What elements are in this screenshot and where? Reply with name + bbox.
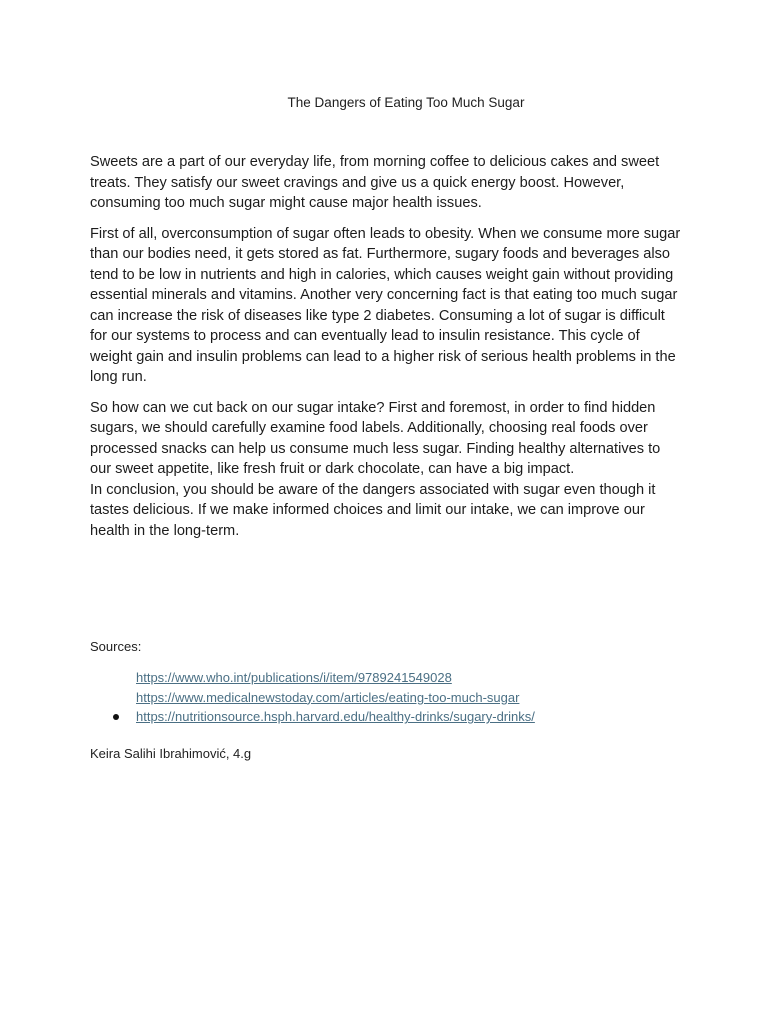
source-item — [90, 707, 690, 727]
source-link-who[interactable]: https://www.who.int/publications/i/item/9789241549028 — [136, 670, 452, 685]
source-link-medicalnewstoday[interactable]: https://www.medicalnewstoday.com/articles/eating-too-much-sugar — [136, 689, 520, 705]
source-item — [90, 668, 690, 688]
paragraph-intro: Sweets are a part of our everyday life, from morning coffee to delicious cakes and sweet treats. They satisfy our sweet cravings and give us a quick energy boost. However, consuming too much sugar might cause major health issues. — [90, 154, 660, 211]
author-line: Keira Salihi Ibrahimović, 4.g — [90, 746, 252, 761]
sources-list — [90, 668, 690, 727]
document-body — [90, 152, 682, 551]
document-title: The Dangers of Eating Too Much Sugar — [287, 95, 525, 110]
paragraph-obesity-diabetes: First of all, overconsumption of sugar often leads to obesity. When we consume more sugar than our bodies need, it gets stored as fat. Furthermore, sugary foods and beverages also tend to be low in nutrients and high in calories, which causes weight gain without providing essential minerals and vitamins. Another very concerning fact is that eating too much sugar can increase the risk of diseases like type 2 diabetes. Consuming a lot of sugar is difficult for our systems to process and can eventually lead to insulin resistance. This cycle of weight gain and insulin problems can lead to a higher risk of serious health problems in the long run. — [90, 225, 681, 385]
sources-label: Sources: — [90, 639, 142, 654]
bullet-icon — [113, 714, 119, 720]
paragraph-cut-back: So how can we cut back on our sugar intake? First and foremost, in order to find hidden sugars, we should carefully examine food labels. Additionally, choosing real foods over processed snacks can help us consume much less sugar. Finding healthy alternatives to our sweet appetite, like fresh fruit or dark chocolate, can have a big impact. — [90, 399, 661, 477]
paragraph-conclusion: In conclusion, you should be aware of the dangers associated with sugar even though it tastes delicious. If we make informed choices and limit our intake, we can improve our health in the long-term. — [90, 481, 656, 539]
source-item — [90, 688, 690, 708]
source-link-harvard[interactable]: https://nutritionsource.hsph.harvard.edu/healthy-drinks/sugary-drinks/ — [136, 709, 535, 725]
